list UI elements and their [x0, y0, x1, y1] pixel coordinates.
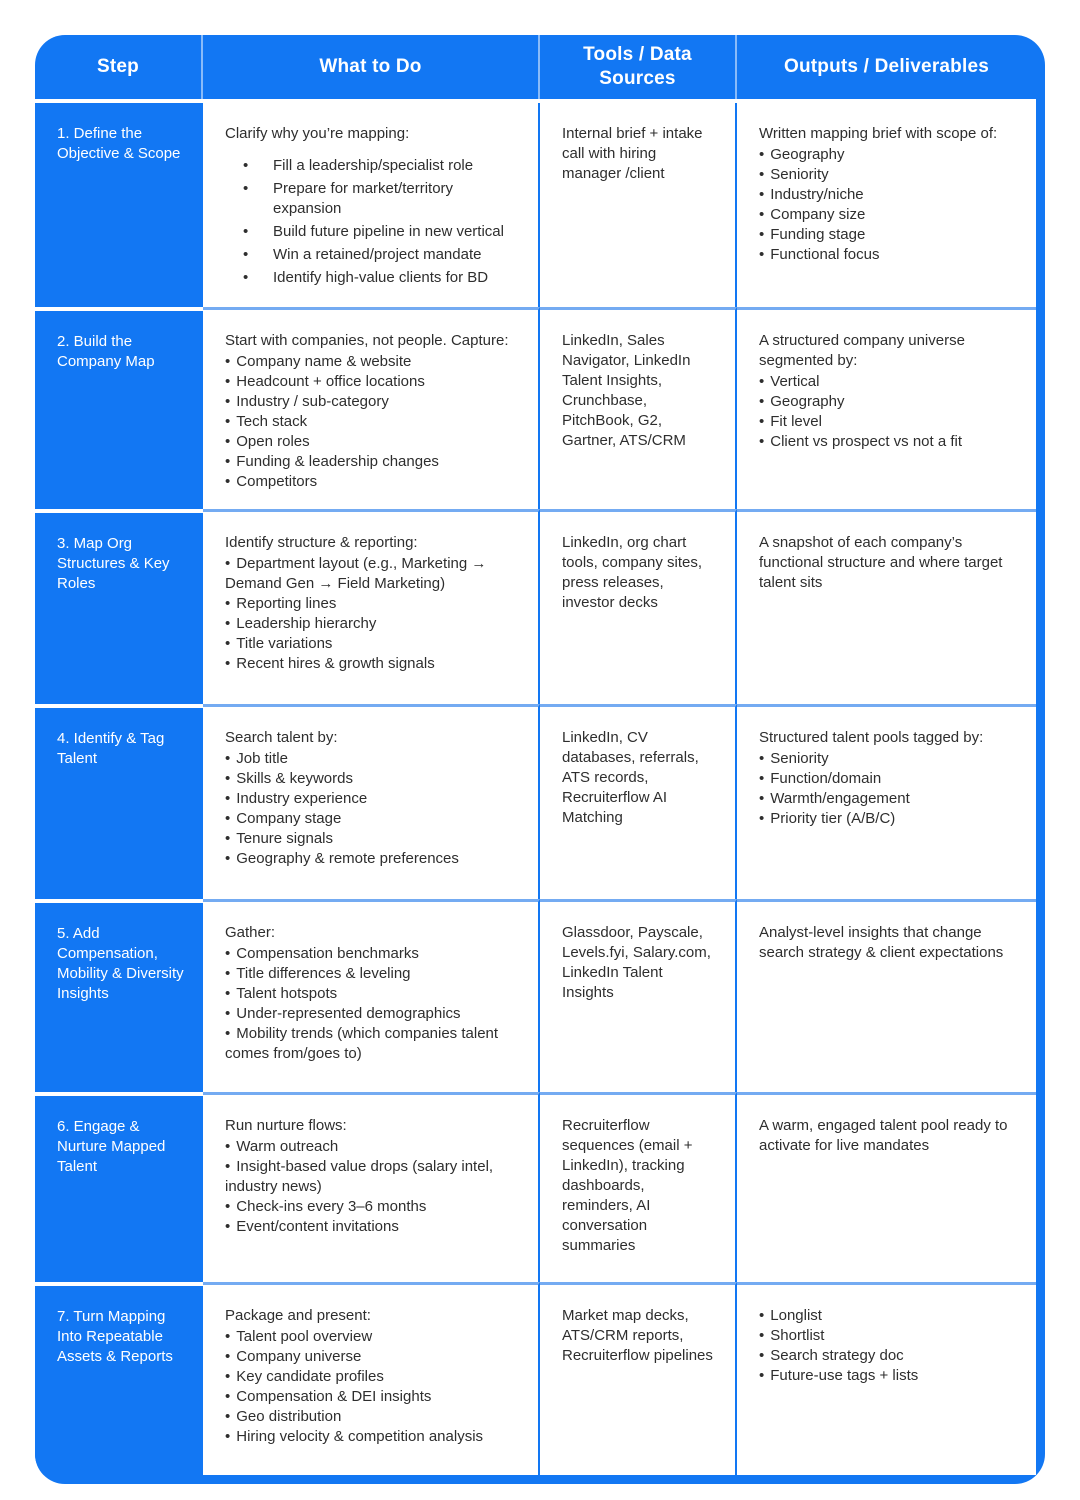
table-row	[35, 704, 1036, 899]
bullet-item	[759, 809, 1018, 829]
cell-intro: A structured company universe segmented by:	[759, 331, 965, 369]
bullet-item	[225, 412, 520, 432]
bullet-item	[225, 769, 520, 789]
outputs-text: A snapshot of each company’s functional structure and where target talent sits	[759, 533, 1003, 591]
bullet-dot-icon: •	[225, 1157, 231, 1175]
bullet-text: Prepare for market/territory expansion	[273, 179, 454, 217]
bullet-list	[759, 749, 1018, 829]
bullet-dot-icon: •	[225, 392, 231, 410]
bullet-dot-icon: •	[759, 1306, 765, 1324]
bullet-text: Warmth/engagement	[770, 789, 910, 807]
bullet-item	[225, 179, 520, 219]
bullet-item	[225, 372, 520, 392]
bullet-text: Key candidate profiles	[236, 1367, 384, 1385]
bullet-item	[225, 1427, 520, 1447]
bullet-text: Company size	[770, 205, 866, 223]
bullet-item	[225, 964, 520, 984]
tools-text: LinkedIn, CV databases, referrals, ATS records, Recruiterflow AI Matching	[562, 728, 699, 826]
bullet-text: Company name & website	[236, 352, 412, 370]
bullet-item	[759, 372, 1018, 392]
column-header-step: Step	[35, 35, 203, 99]
bullet-text: Skills & keywords	[236, 769, 353, 787]
bullet-dot-icon: •	[225, 1427, 231, 1445]
bullet-item	[225, 268, 520, 288]
bullet-dot-icon: •	[759, 412, 765, 430]
bullet-item	[759, 1326, 1018, 1346]
bullet-item	[225, 1197, 520, 1217]
table-row	[35, 509, 1036, 704]
bullet-text: Vertical	[770, 372, 820, 390]
tools-cell	[540, 103, 737, 307]
step-cell: 5. Add Compensation, Mobility & Diversity Insights	[35, 899, 203, 1092]
bullet-item	[225, 944, 520, 964]
bullet-text: Job title	[236, 749, 288, 767]
bullet-item	[225, 654, 520, 674]
bullet-dot-icon: •	[759, 372, 765, 390]
bullet-item	[225, 472, 520, 492]
bullet-text: Tenure signals	[236, 829, 333, 847]
bullet-text: Seniority	[770, 749, 829, 767]
talent-mapping-table	[35, 35, 1045, 1484]
bullet-item	[759, 1366, 1018, 1386]
outputs-cell	[737, 704, 1036, 899]
what-to-do-cell	[203, 704, 540, 899]
bullet-dot-icon: •	[759, 205, 765, 223]
what-to-do-cell	[203, 307, 540, 509]
bullet-item	[225, 1407, 520, 1427]
bullet-item	[225, 984, 520, 1004]
bullet-text: Future-use tags + lists	[770, 1366, 919, 1384]
what-to-do-cell	[203, 1092, 540, 1282]
bullet-dot-icon: •	[759, 225, 765, 243]
bullet-dot-icon: •	[225, 634, 231, 652]
what-to-do-cell	[203, 1282, 540, 1475]
bullet-text: Title differences & leveling	[236, 964, 411, 982]
bullet-dot-icon: •	[759, 1346, 765, 1364]
bullet-text: Geo distribution	[236, 1407, 342, 1425]
bullet-item	[225, 1387, 520, 1407]
bullet-text: Hiring velocity & competition analysis	[236, 1427, 484, 1445]
bullet-dot-icon: •	[759, 809, 765, 827]
bullet-text: Geography & remote preferences	[236, 849, 459, 867]
bullet-item	[759, 412, 1018, 432]
bullet-dot-icon: •	[759, 392, 765, 410]
tools-text: LinkedIn, org chart tools, company sites, press releases, investor decks	[562, 533, 703, 611]
tools-cell	[540, 307, 737, 509]
bullet-text: Seniority	[770, 165, 829, 183]
column-header-tools-data-sources: Tools / Data Sources	[540, 35, 737, 99]
cell-intro: Structured talent pools tagged by:	[759, 728, 984, 746]
column-header-what-to-do: What to Do	[203, 35, 540, 99]
bullet-text: Recent hires & growth signals	[236, 654, 435, 672]
bullet-dot-icon: •	[225, 614, 231, 632]
bullet-text: Reporting lines	[236, 594, 337, 612]
bullet-text: Funding stage	[770, 225, 866, 243]
bullet-text: Leadership hierarchy	[236, 614, 377, 632]
bullet-dot-icon: •	[759, 789, 765, 807]
bullet-dot-icon: •	[243, 245, 249, 263]
bullet-list	[225, 1327, 520, 1447]
bullet-item	[225, 432, 520, 452]
bullet-text: Company stage	[236, 809, 342, 827]
bullet-dot-icon: •	[243, 179, 249, 197]
cell-intro: Run nurture flows:	[225, 1116, 347, 1134]
table-row	[35, 103, 1036, 307]
bullet-dot-icon: •	[225, 769, 231, 787]
step-cell: 2. Build the Company Map	[35, 307, 203, 509]
tools-text: Market map decks, ATS/CRM reports, Recruiterflow pipelines	[562, 1306, 713, 1364]
bullet-list	[225, 352, 520, 492]
outputs-text: Analyst-level insights that change search strategy & client expectations	[759, 923, 1004, 961]
bullet-dot-icon: •	[225, 1407, 231, 1425]
tools-text: LinkedIn, Sales Navigator, LinkedIn Talent Insights, Crunchbase, PitchBook, G2, Gartner, ATS/CRM	[562, 331, 691, 449]
bullet-text: Priority tier (A/B/C)	[770, 809, 896, 827]
cell-intro: Start with companies, not people. Capture:	[225, 331, 509, 349]
bullet-item	[759, 432, 1018, 452]
bullet-item	[225, 849, 520, 869]
bullet-text: Geography	[770, 145, 845, 163]
bullet-item	[225, 352, 520, 372]
bullet-dot-icon: •	[759, 749, 765, 767]
bullet-dot-icon: •	[225, 1347, 231, 1365]
bullet-text: Geography	[770, 392, 845, 410]
tools-cell	[540, 1282, 737, 1475]
bullet-text: Funding & leadership changes	[236, 452, 439, 470]
table-header-row	[35, 35, 1036, 103]
bullet-item	[759, 789, 1018, 809]
bullet-item	[225, 1157, 520, 1197]
bullet-item	[225, 1024, 520, 1064]
bullet-text: Identify high-value clients for BD	[273, 268, 489, 286]
bullet-text: Industry experience	[236, 789, 368, 807]
bullet-item	[759, 749, 1018, 769]
outputs-cell	[737, 307, 1036, 509]
bullet-item	[225, 789, 520, 809]
bullet-item	[225, 1367, 520, 1387]
bullet-text: Competitors	[236, 472, 318, 490]
bullet-text: Event/content invitations	[236, 1217, 399, 1235]
bullet-item	[225, 594, 520, 614]
cell-intro: Clarify why you’re mapping:	[225, 124, 410, 142]
bullet-dot-icon: •	[225, 1004, 231, 1022]
bullet-text: Open roles	[236, 432, 310, 450]
bullet-text: Talent hotspots	[236, 984, 338, 1002]
bullet-list	[225, 749, 520, 869]
table-row	[35, 899, 1036, 1092]
step-cell: 7. Turn Mapping Into Repeatable Assets & Reports	[35, 1282, 203, 1475]
bullet-text: Headcount + office locations	[236, 372, 425, 390]
tools-cell	[540, 704, 737, 899]
cell-intro: Written mapping brief with scope of:	[759, 124, 998, 142]
bullet-item	[225, 222, 520, 242]
bullet-item	[225, 614, 520, 634]
bullet-dot-icon: •	[225, 472, 231, 490]
bullet-text: Mobility trends (which companies talent comes from/goes to)	[225, 1024, 499, 1062]
bullet-item	[759, 165, 1018, 185]
bullet-item	[225, 634, 520, 654]
bullet-dot-icon: •	[759, 1326, 765, 1344]
bullet-item	[759, 769, 1018, 789]
column-header-outputs-deliverables: Outputs / Deliverables	[783, 55, 989, 77]
table-body	[35, 103, 1036, 1475]
outputs-cell	[737, 509, 1036, 704]
bullet-text: Compensation benchmarks	[236, 944, 419, 962]
tools-cell	[540, 509, 737, 704]
bullet-dot-icon: •	[759, 165, 765, 183]
cell-intro: Identify structure & reporting:	[225, 533, 418, 551]
bullet-item	[759, 145, 1018, 165]
bullet-dot-icon: •	[225, 1387, 231, 1405]
bullet-dot-icon: •	[225, 964, 231, 982]
bullet-dot-icon: •	[225, 749, 231, 767]
bullet-dot-icon: •	[225, 352, 231, 370]
bullet-list	[225, 554, 520, 674]
bullet-item	[759, 245, 1018, 265]
bullet-text: Fit level	[770, 412, 822, 430]
bullet-item	[225, 829, 520, 849]
bullet-dot-icon: •	[225, 984, 231, 1002]
bullet-text: Insight-based value drops (salary intel, industry news)	[225, 1157, 494, 1195]
outputs-cell	[737, 103, 1036, 307]
outputs-text: A warm, engaged talent pool ready to activate for live mandates	[759, 1116, 1008, 1154]
step-cell: 3. Map Org Structures & Key Roles	[35, 509, 203, 704]
bullet-text: Check-ins every 3–6 months	[236, 1197, 427, 1215]
bullet-text: Company universe	[236, 1347, 362, 1365]
bullet-dot-icon: •	[225, 594, 231, 612]
bullet-dot-icon: •	[225, 452, 231, 470]
bullet-dot-icon: •	[225, 809, 231, 827]
bullet-dot-icon: •	[225, 1217, 231, 1235]
bullet-item	[759, 185, 1018, 205]
what-to-do-cell	[203, 899, 540, 1092]
bullet-list	[225, 156, 520, 288]
bullet-dot-icon: •	[759, 432, 765, 450]
table-row	[35, 307, 1036, 509]
bullet-item	[759, 392, 1018, 412]
bullet-dot-icon: •	[759, 245, 765, 263]
bullet-dot-icon: •	[225, 1137, 231, 1155]
table-row	[35, 1092, 1036, 1282]
bullet-item	[225, 749, 520, 769]
bullet-text: Title variations	[236, 634, 333, 652]
bullet-dot-icon: •	[759, 185, 765, 203]
bullet-dot-icon: •	[225, 432, 231, 450]
bullet-text: Build future pipeline in new vertical	[273, 222, 504, 240]
bullet-item	[225, 554, 520, 594]
bullet-item	[225, 1217, 520, 1237]
bullet-dot-icon: •	[243, 156, 249, 174]
bullet-list	[759, 1306, 1018, 1386]
bullet-item	[225, 392, 520, 412]
step-cell: 1. Define the Objective & Scope	[35, 103, 203, 307]
bullet-list	[225, 944, 520, 1064]
bullet-item	[225, 809, 520, 829]
bullet-dot-icon: •	[225, 1367, 231, 1385]
bullet-text: Client vs prospect vs not a fit	[770, 432, 963, 450]
what-to-do-cell	[203, 103, 540, 307]
bullet-item	[759, 225, 1018, 245]
bullet-item	[225, 1137, 520, 1157]
bullet-item	[759, 1346, 1018, 1366]
step-cell: 6. Engage & Nurture Mapped Talent	[35, 1092, 203, 1282]
bullet-dot-icon: •	[225, 372, 231, 390]
tools-cell	[540, 1092, 737, 1282]
bullet-dot-icon: •	[243, 268, 249, 286]
bullet-text: Longlist	[770, 1306, 822, 1324]
bullet-dot-icon: •	[225, 1197, 231, 1215]
bullet-item	[225, 1327, 520, 1347]
tools-text: Glassdoor, Payscale, Levels.fyi, Salary.com, LinkedIn Talent Insights	[562, 923, 711, 1001]
bullet-text: Win a retained/project mandate	[273, 245, 482, 263]
bullet-dot-icon: •	[225, 1024, 231, 1042]
bullet-text: Department layout (e.g., Marketing → Demand Gen → Field Marketing)	[225, 554, 487, 592]
bullet-text: Search strategy doc	[770, 1346, 904, 1364]
bullet-item	[759, 1306, 1018, 1326]
table-row	[35, 1282, 1036, 1475]
step-cell: 4. Identify & Tag Talent	[35, 704, 203, 899]
cell-intro: Search talent by:	[225, 728, 338, 746]
bullet-item	[759, 205, 1018, 225]
bullet-text: Under-represented demographics	[236, 1004, 461, 1022]
bullet-list	[759, 145, 1018, 265]
bullet-dot-icon: •	[225, 944, 231, 962]
bullet-text: Talent pool overview	[236, 1327, 373, 1345]
tools-text: Internal brief + intake call with hiring manager /client	[562, 124, 703, 182]
bullet-item	[225, 156, 520, 176]
outputs-cell	[737, 1092, 1036, 1282]
cell-intro: Gather:	[225, 923, 276, 941]
bullet-text: Tech stack	[236, 412, 308, 430]
bullet-list	[225, 1137, 520, 1237]
bullet-text: Warm outreach	[236, 1137, 339, 1155]
bullet-dot-icon: •	[225, 1327, 231, 1345]
bullet-item	[225, 245, 520, 265]
bullet-dot-icon: •	[225, 412, 231, 430]
what-to-do-cell	[203, 509, 540, 704]
bullet-list	[759, 372, 1018, 452]
bullet-dot-icon: •	[225, 554, 231, 572]
outputs-cell	[737, 1282, 1036, 1475]
outputs-cell	[737, 899, 1036, 1092]
bullet-text: Industry / sub-category	[236, 392, 389, 410]
bullet-item	[225, 1004, 520, 1024]
bullet-text: Compensation & DEI insights	[236, 1387, 432, 1405]
bullet-dot-icon: •	[225, 789, 231, 807]
bullet-text: Functional focus	[770, 245, 880, 263]
tools-cell	[540, 899, 737, 1092]
bullet-dot-icon: •	[225, 829, 231, 847]
cell-intro: Package and present:	[225, 1306, 371, 1324]
bullet-text: Function/domain	[770, 769, 882, 787]
bullet-dot-icon: •	[243, 222, 249, 240]
bullet-dot-icon: •	[225, 849, 231, 867]
bullet-dot-icon: •	[759, 1366, 765, 1384]
bullet-dot-icon: •	[759, 769, 765, 787]
bullet-text: Fill a leadership/specialist role	[273, 156, 474, 174]
bullet-text: Industry/niche	[770, 185, 864, 203]
bullet-dot-icon: •	[759, 145, 765, 163]
bullet-dot-icon: •	[225, 654, 231, 672]
bullet-item	[225, 1347, 520, 1367]
bullet-text: Shortlist	[770, 1326, 825, 1344]
bullet-item	[225, 452, 520, 472]
tools-text: Recruiterflow sequences (email + LinkedIn), tracking dashboards, reminders, AI conversation summaries	[562, 1116, 693, 1254]
